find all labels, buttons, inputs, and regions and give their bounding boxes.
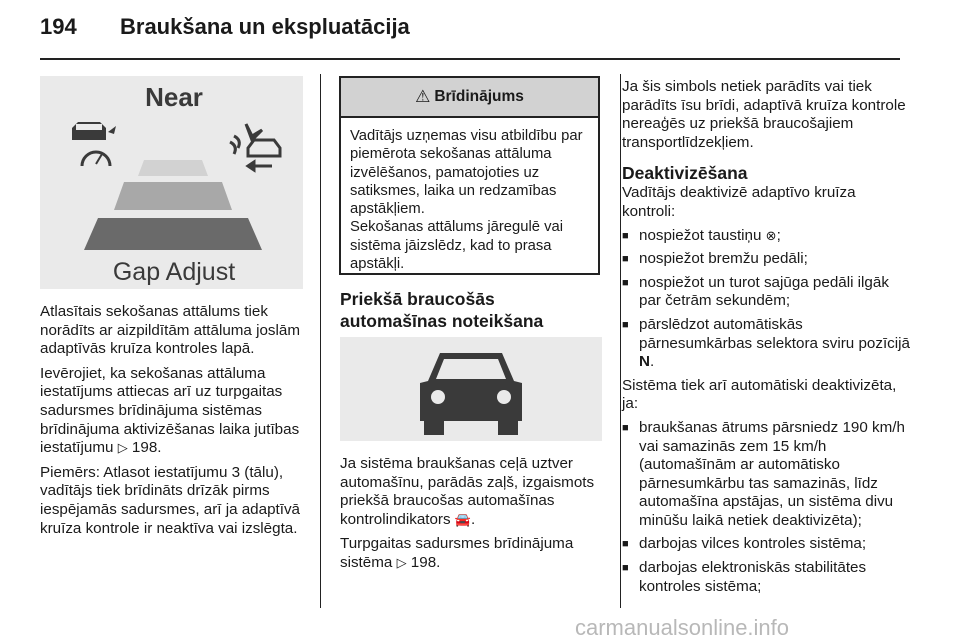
deactivation-intro: Vadītājs deaktivizē adaptīvo kruīza kontroli:	[622, 184, 856, 220]
gap-bar-middle	[114, 182, 232, 210]
gear-position-n: N	[639, 353, 650, 371]
bullet-icon: ■	[622, 562, 629, 575]
gap-adjust-figure	[40, 76, 303, 289]
bullet-icon: ■	[622, 538, 629, 551]
cruise-cancel-icon: ⊗	[765, 227, 777, 243]
col2-paragraph-2	[340, 535, 605, 572]
deactivation-list	[622, 227, 912, 372]
auto-deactivation-list	[622, 419, 912, 596]
warning-body	[341, 118, 598, 273]
col2-p2-ref: 198.	[410, 553, 441, 571]
vehicle-ahead-indicator-icon: 🚘	[454, 511, 472, 527]
bullet-icon: ■	[622, 229, 629, 242]
col3-intro: Ja šis simbols netiek parādīts vai tiek parādīts īsu brīdi, adaptīvā kruīza kontrole nereaģēs uz priekšā braucošajiem transportlīdzekļiem.	[622, 78, 906, 151]
figure-gap-adjust-label: Gap Adjust	[112, 258, 236, 286]
speed-car-icon	[72, 122, 116, 166]
warning-paragraph-1: Vadītājs uzņemas visu atbildību par piemērota sekošanas attāluma izvēlēšanos, pamatojoties uz satiksmes, laika un redzamības apstākļiem.	[350, 128, 583, 218]
vehicle-ahead-icon	[230, 124, 280, 170]
list-item: ■ darbojas elektroniskās stabilitātes kontroles sistēma;	[622, 559, 867, 595]
col1-paragraph-2	[40, 365, 310, 458]
warning-title: Brīdinājums	[434, 88, 524, 105]
warning-triangle-icon: ⚠	[415, 87, 431, 106]
reference-arrow-icon: ▷	[117, 440, 128, 456]
col2-p2-text: Turpgaitas sadursmes brīdinājuma sistēma	[340, 535, 574, 571]
warning-paragraph-2: Sekošanas attālums jāregulē vai sistēma jāizslēdz, kad to prasa apstākļi.	[350, 219, 564, 273]
deactivation-heading: Deaktivizēšana	[622, 163, 748, 184]
bullet-icon: ■	[622, 421, 629, 434]
car-front-icon	[420, 353, 522, 435]
auto-deactivation-intro: Sistēma tiek arī automātiski deaktivizēta, ja:	[622, 376, 897, 413]
list-item: ■ braukšanas ātrums pārsniedz 190 km/h vai samazinās zem 15 km/h (automašīnām ar automātisko pārnesumkārbu tas samazinās, līdz automašīna apstājas, un sistēma divu minūšu laikā netiek deaktivizēta);	[622, 418, 905, 529]
col1-p2-ref: 198.	[131, 439, 162, 457]
col1-paragraph-3: Piemērs: Atlasot iestatījumu 3 (tālu), vadītājs tiek brīdināts drīzāk pirms iespējamās sadursmes, arī ja adaptīvā kruīza kontrole ir neaktīva vai izslēgta.	[40, 463, 301, 537]
watermark: carmanualsonline.info	[575, 615, 790, 640]
list-item: ■ nospiežot un turot sajūga pedāli ilgāk par četrām sekundēm;	[622, 273, 889, 310]
gap-bar-near	[138, 160, 208, 176]
figure-near-label: Near	[145, 82, 203, 112]
list-item: ■ nospiežot taustiņu ⊗;	[622, 226, 781, 244]
col1-p2-text: Ievērojiet, ka sekošanas attāluma iestatījums attiecas arī uz turpgaitas sadursmes brīdinājuma sistēmas brīdinājuma aktivizēšanas laika jutības iestatījumu	[40, 364, 300, 457]
list-item: ■ darbojas vilces kontroles sistēma;	[622, 535, 867, 553]
col2-paragraph-1: Ja sistēma braukšanas ceļā uztver automašīnu, parādās zaļš, izgaismots priekšā braucošas automašīnas kontrolindikators 🚘.	[340, 455, 595, 528]
col1-paragraph-1: Atlasītais sekošanas attālums tiek norādīts ar aizpildītām attāluma joslām adaptīvās kruīza kontroles lapā.	[40, 303, 300, 358]
column-divider-1	[320, 74, 321, 608]
header-rule	[40, 58, 900, 60]
section-heading-vehicle-ahead: Priekšā braucošās automašīnas noteikšana	[340, 289, 544, 331]
column-2-text	[340, 455, 605, 579]
column-1-text	[40, 303, 310, 544]
bullet-icon: ■	[622, 318, 629, 331]
list-item: ■ nospiežot bremžu pedāli;	[622, 250, 808, 268]
column-divider-2	[620, 74, 621, 608]
column-3-text	[622, 78, 912, 596]
warning-box	[339, 76, 600, 275]
reference-arrow-icon: ▷	[396, 554, 407, 570]
chapter-title: Braukšana un ekspluatācija	[120, 14, 410, 39]
warning-header	[341, 78, 598, 118]
page-number: 194	[40, 14, 77, 39]
list-item: ■ pārslēdzot automātiskās pārnesumkārbas selektora sviru pozīcijā N.	[622, 315, 910, 371]
col2-p1-text: Ja sistēma braukšanas ceļā uztver automašīnu, parādās zaļš, izgaismots priekšā braucošas automašīnas kontrolindikators	[340, 455, 595, 528]
vehicle-ahead-figure	[340, 337, 602, 441]
gap-bar-far	[84, 218, 262, 250]
bullet-icon: ■	[622, 253, 629, 266]
bullet-icon: ■	[622, 276, 629, 289]
